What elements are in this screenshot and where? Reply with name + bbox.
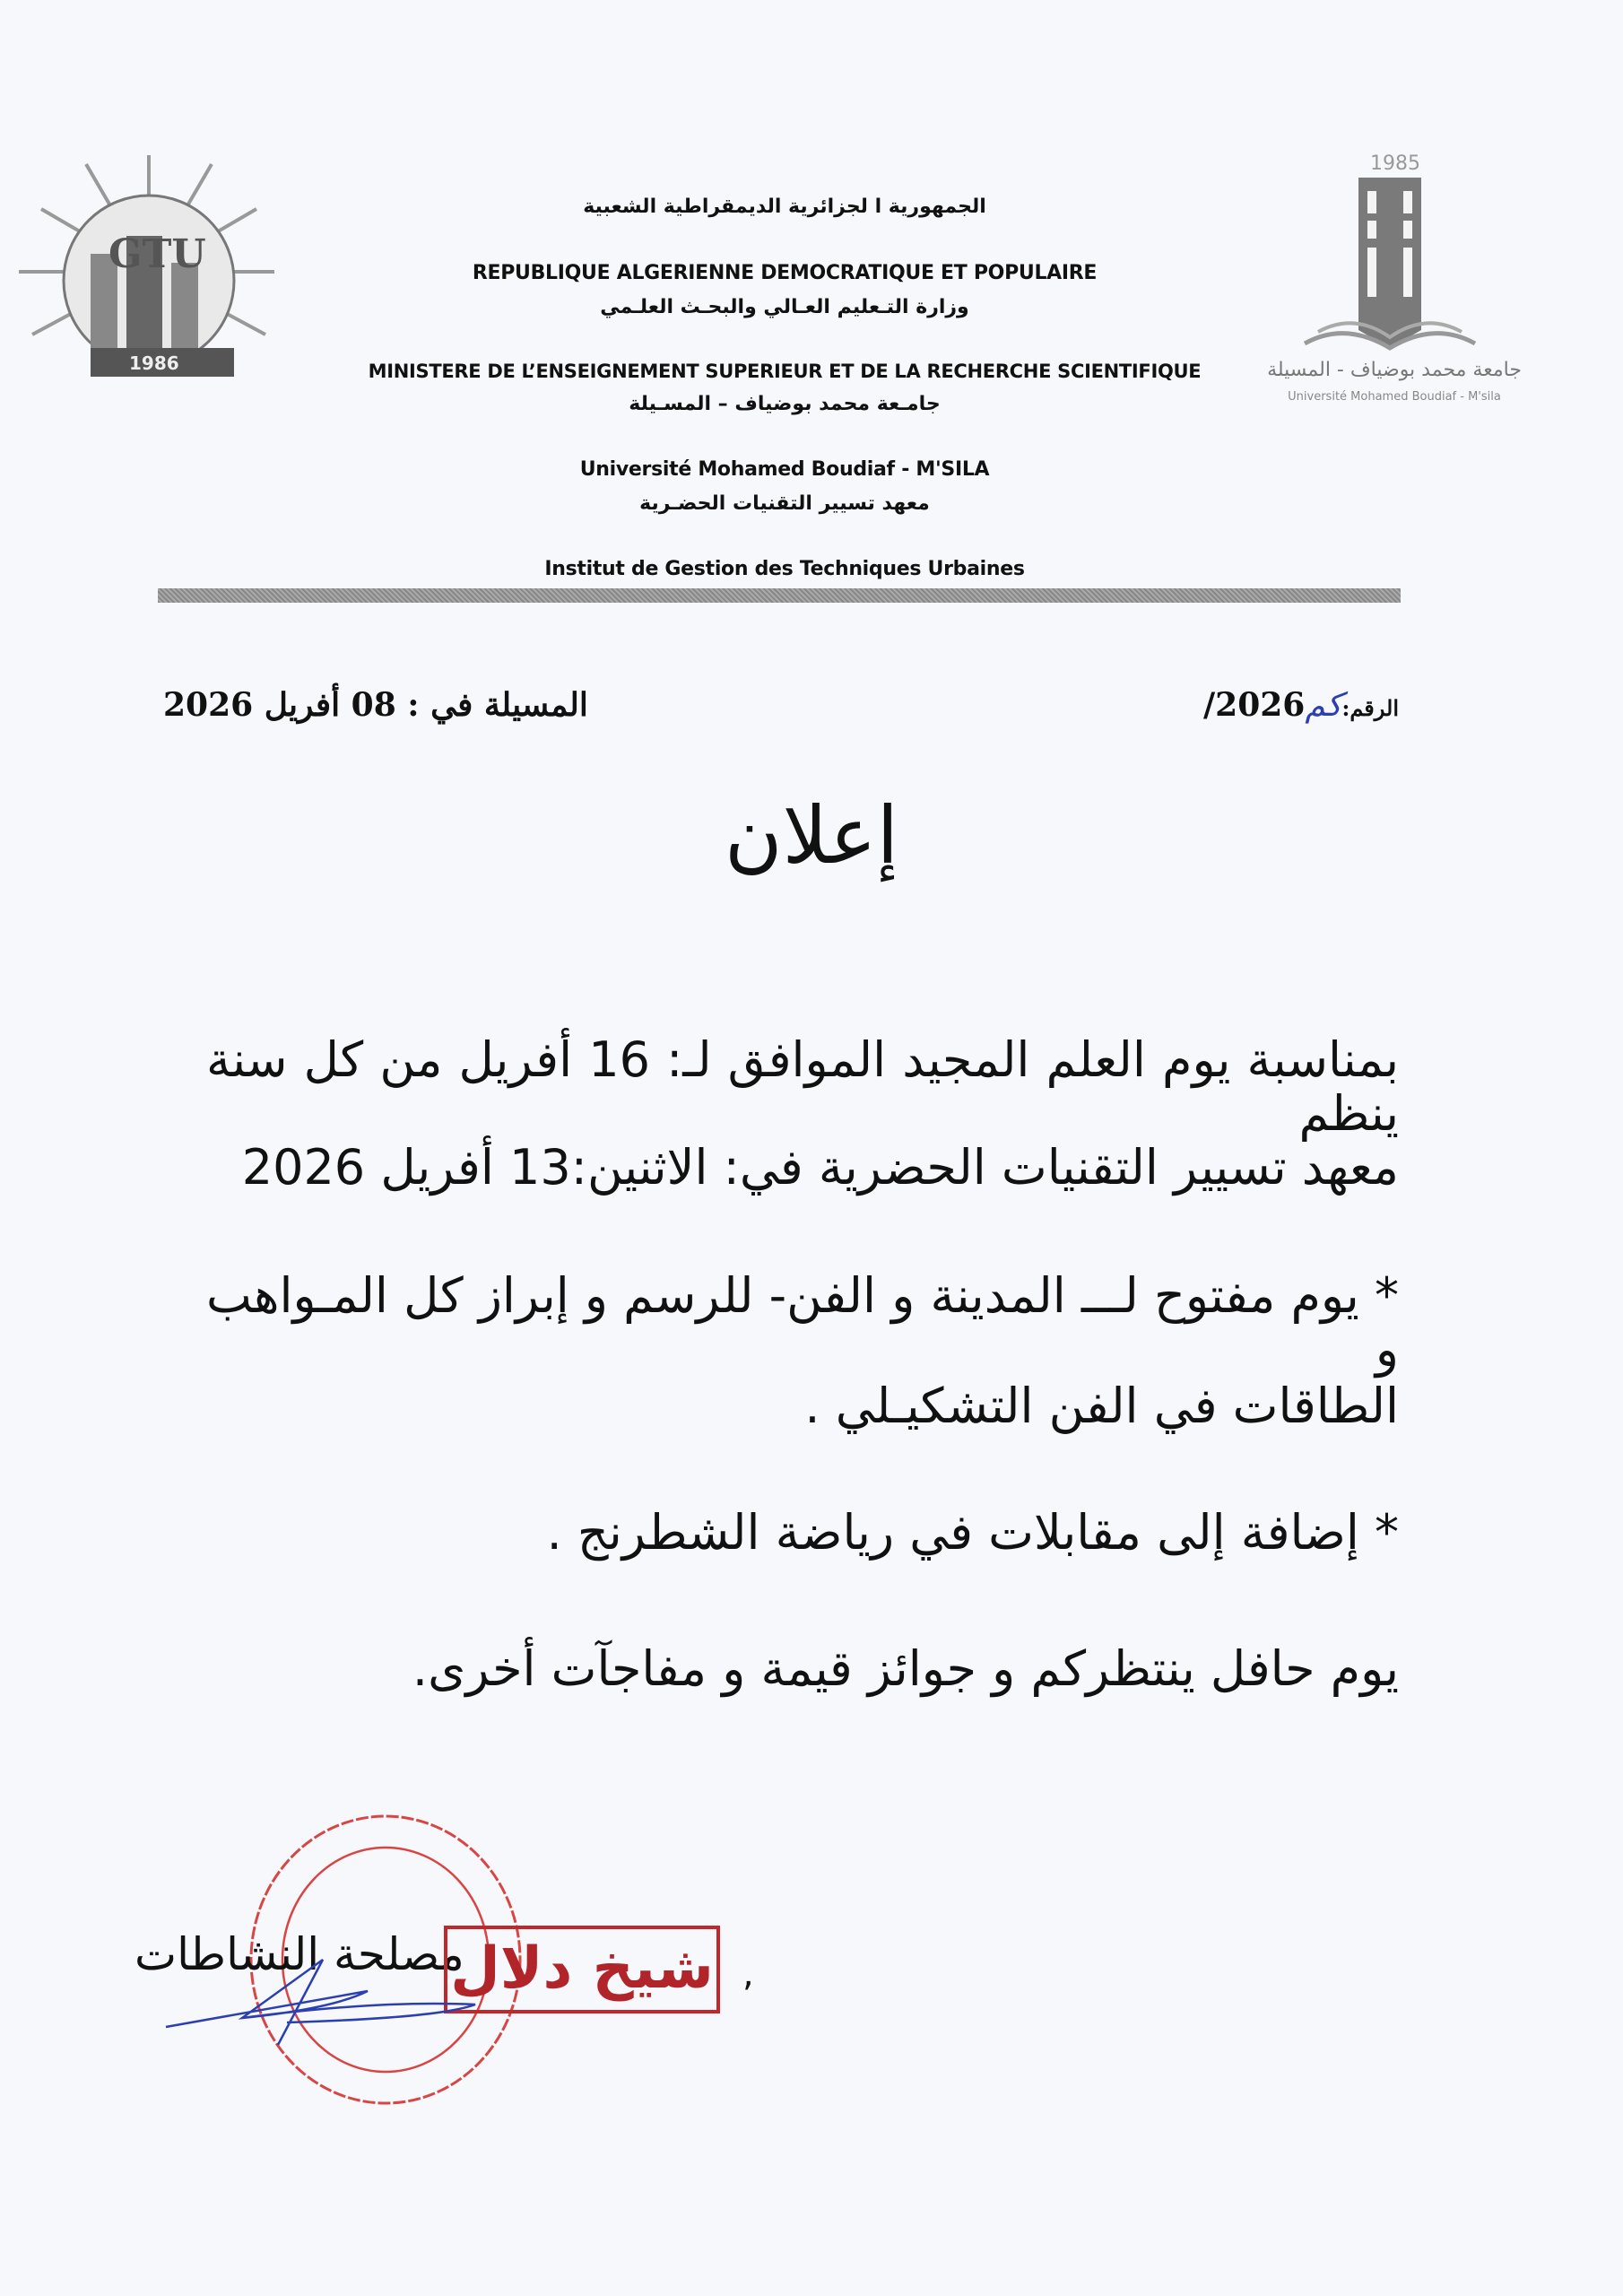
- logo-right-year: 1985: [1370, 152, 1420, 175]
- logo-right-name-ar: جامعة محمد بوضياف - المسيلة: [1267, 359, 1522, 381]
- announcement-title: إعلان: [724, 789, 899, 882]
- document-date: المسيلة في : 08 أفريل 2026: [163, 686, 588, 724]
- reference-handwritten: كم: [1305, 687, 1342, 724]
- body-line-6: يوم حافل ينتظركم و جوائز قيمة و مفاجآت أخرى.: [412, 1640, 1399, 1697]
- body-line-1: بمناسبة يوم العلم المجيد الموافق لـ: 16 أفريل من كل سنة ينظم: [206, 1031, 1399, 1142]
- body-line-2: معهد تسيير التقنيات الحضرية في: الاثنين:13 أفريل 2026: [241, 1139, 1399, 1196]
- logo-left-year: 1986: [129, 352, 179, 374]
- logo-left-text: GTU: [108, 231, 206, 277]
- body-line-3: * يوم مفتوح لـــ المدينة و الفن- للرسم و إبراز كل المـواهب و: [206, 1267, 1399, 1378]
- service-signature-label: مصلحة النشاطات: [135, 1928, 464, 1980]
- university-fr: Université Mohamed Boudiaf - M'SILA: [579, 458, 990, 481]
- header-divider: [158, 588, 1401, 603]
- reference-year: /2026: [1203, 686, 1306, 724]
- stray-mark: ,: [742, 1953, 754, 1995]
- handwritten-signature-icon: [152, 1955, 493, 2063]
- reference-label: الرقم:: [1341, 695, 1399, 721]
- body-line-4: الطاقات في الفن التشكيـلي .: [804, 1378, 1399, 1434]
- university-ar: جامـعة محمد بوضياف – المسـيلة: [629, 393, 941, 415]
- ministry-ar: وزارة التـعليم العـالي والبحـث العلـمي: [600, 296, 969, 318]
- body-line-5: * إضافة إلى مقابلات في رياضة الشطرنج .: [546, 1504, 1399, 1561]
- reference-number: [1203, 686, 1399, 724]
- republic-ar: الجمهورية ا لجزائرية الديمقراطية الشعبية: [583, 196, 986, 218]
- institute-ar: معهد تسيير التقنيات الحضـرية: [639, 492, 930, 515]
- name-stamp: شيخ دلال: [444, 1926, 720, 2013]
- ministry-fr: MINISTERE DE L’ENSEIGNEMENT SUPERIEUR ET DE LA RECHERCHE SCIENTIFIQUE: [368, 361, 1202, 382]
- institute-fr: Institut de Gestion des Techniques Urbaines: [544, 558, 1025, 580]
- republic-fr: REPUBLIQUE ALGERIENNE DEMOCRATIQUE ET POPULAIRE: [472, 262, 1098, 284]
- logo-right-name-fr: Université Mohamed Boudiaf - M'sila: [1288, 390, 1501, 404]
